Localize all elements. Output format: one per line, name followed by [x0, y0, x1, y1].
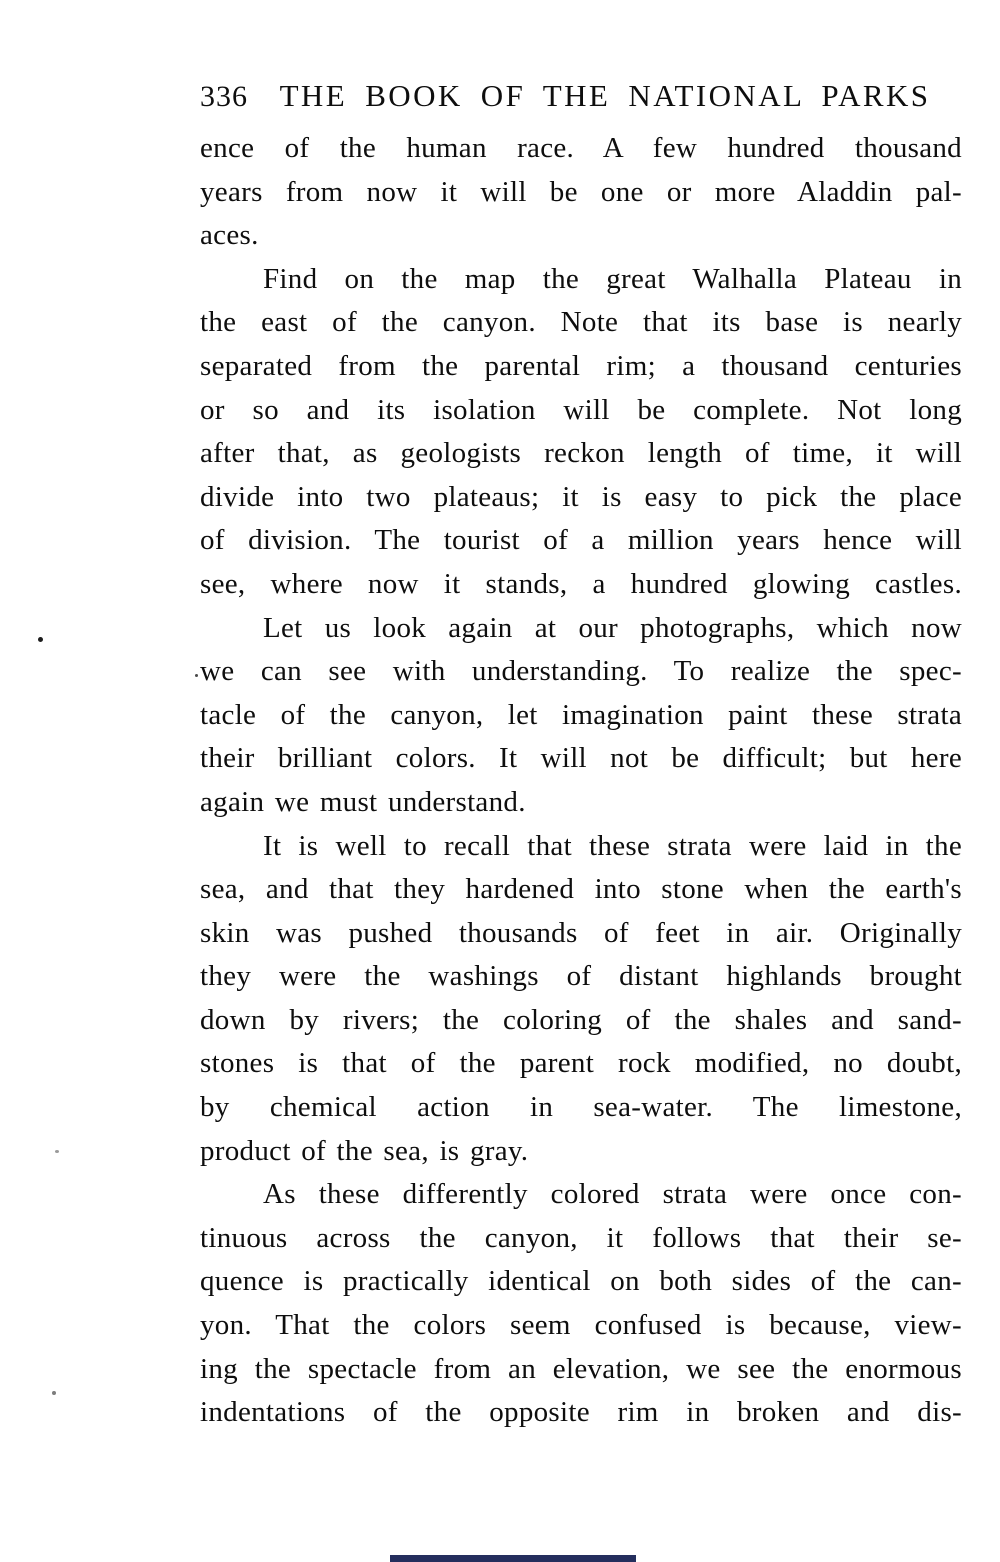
text-line: It is well to recall that these strata were laid in the: [263, 829, 962, 862]
text-line: after that, as geologists reckon length of time, it will: [200, 437, 962, 470]
text-line: indentations of the opposite rim in broken and dis-: [200, 1396, 962, 1429]
scan-artifact-bar: [390, 1555, 636, 1562]
text-line: tinuous across the canyon, it follows that their se-: [200, 1221, 962, 1254]
text-block: [200, 127, 962, 1435]
running-title: THE BOOK OF THE NATIONAL PARKS: [279, 78, 931, 113]
text-line: yon. That the colors seem confused is because, view-: [200, 1309, 962, 1342]
text-line: tacle of the canyon, let imagination paint these strata: [200, 698, 962, 731]
text-line: ing the spectacle from an elevation, we see the enormous: [200, 1352, 962, 1385]
page-number: 336: [200, 80, 248, 113]
page-header: [200, 78, 962, 114]
scan-speck: [195, 674, 198, 677]
text-line: skin was pushed thousands of feet in air. Originally: [200, 916, 962, 949]
scan-speck: [55, 1150, 59, 1153]
text-line: divide into two plateaus; it is easy to pick the place: [200, 480, 962, 513]
text-line: the east of the canyon. Note that its base is nearly: [200, 306, 962, 339]
text-line: of division. The tourist of a million years hence will: [200, 524, 962, 557]
text-line: Let us look again at our photographs, which now: [263, 611, 962, 644]
text-line: Find on the map the great Walhalla Plateau in: [263, 262, 962, 295]
text-line: see, where now it stands, a hundred glowing castles.: [200, 567, 962, 600]
text-line: As these differently colored strata were once con-: [263, 1178, 962, 1211]
scan-speck: [52, 1391, 56, 1395]
text-line: down by rivers; the coloring of the shales and sand-: [200, 1003, 962, 1036]
text-line: we can see with understanding. To realize the spec-: [200, 655, 962, 688]
text-line: quence is practically identical on both sides of the can-: [200, 1265, 962, 1298]
text-line: sea, and that they hardened into stone when the earth's: [200, 873, 962, 906]
scan-speck: [38, 637, 43, 642]
text-line: ence of the human race. A few hundred thousand: [200, 132, 962, 164]
text-line: years from now it will be one or more Aladdin pal-: [200, 175, 962, 208]
text-line: by chemical action in sea-water. The limestone,: [200, 1091, 962, 1124]
text-line: product of the sea, is gray.: [200, 1134, 529, 1167]
text-line: stones is that of the parent rock modified, no doubt,: [200, 1047, 962, 1080]
text-line: aces.: [200, 219, 259, 252]
text-line: separated from the parental rim; a thousand centuries: [200, 349, 962, 382]
text-line: again we must understand.: [200, 785, 526, 818]
text-line: or so and its isolation will be complete. Not long: [200, 393, 962, 426]
text-line: they were the washings of distant highlands brought: [200, 960, 962, 993]
text-line: their brilliant colors. It will not be difficult; but here: [200, 742, 962, 775]
